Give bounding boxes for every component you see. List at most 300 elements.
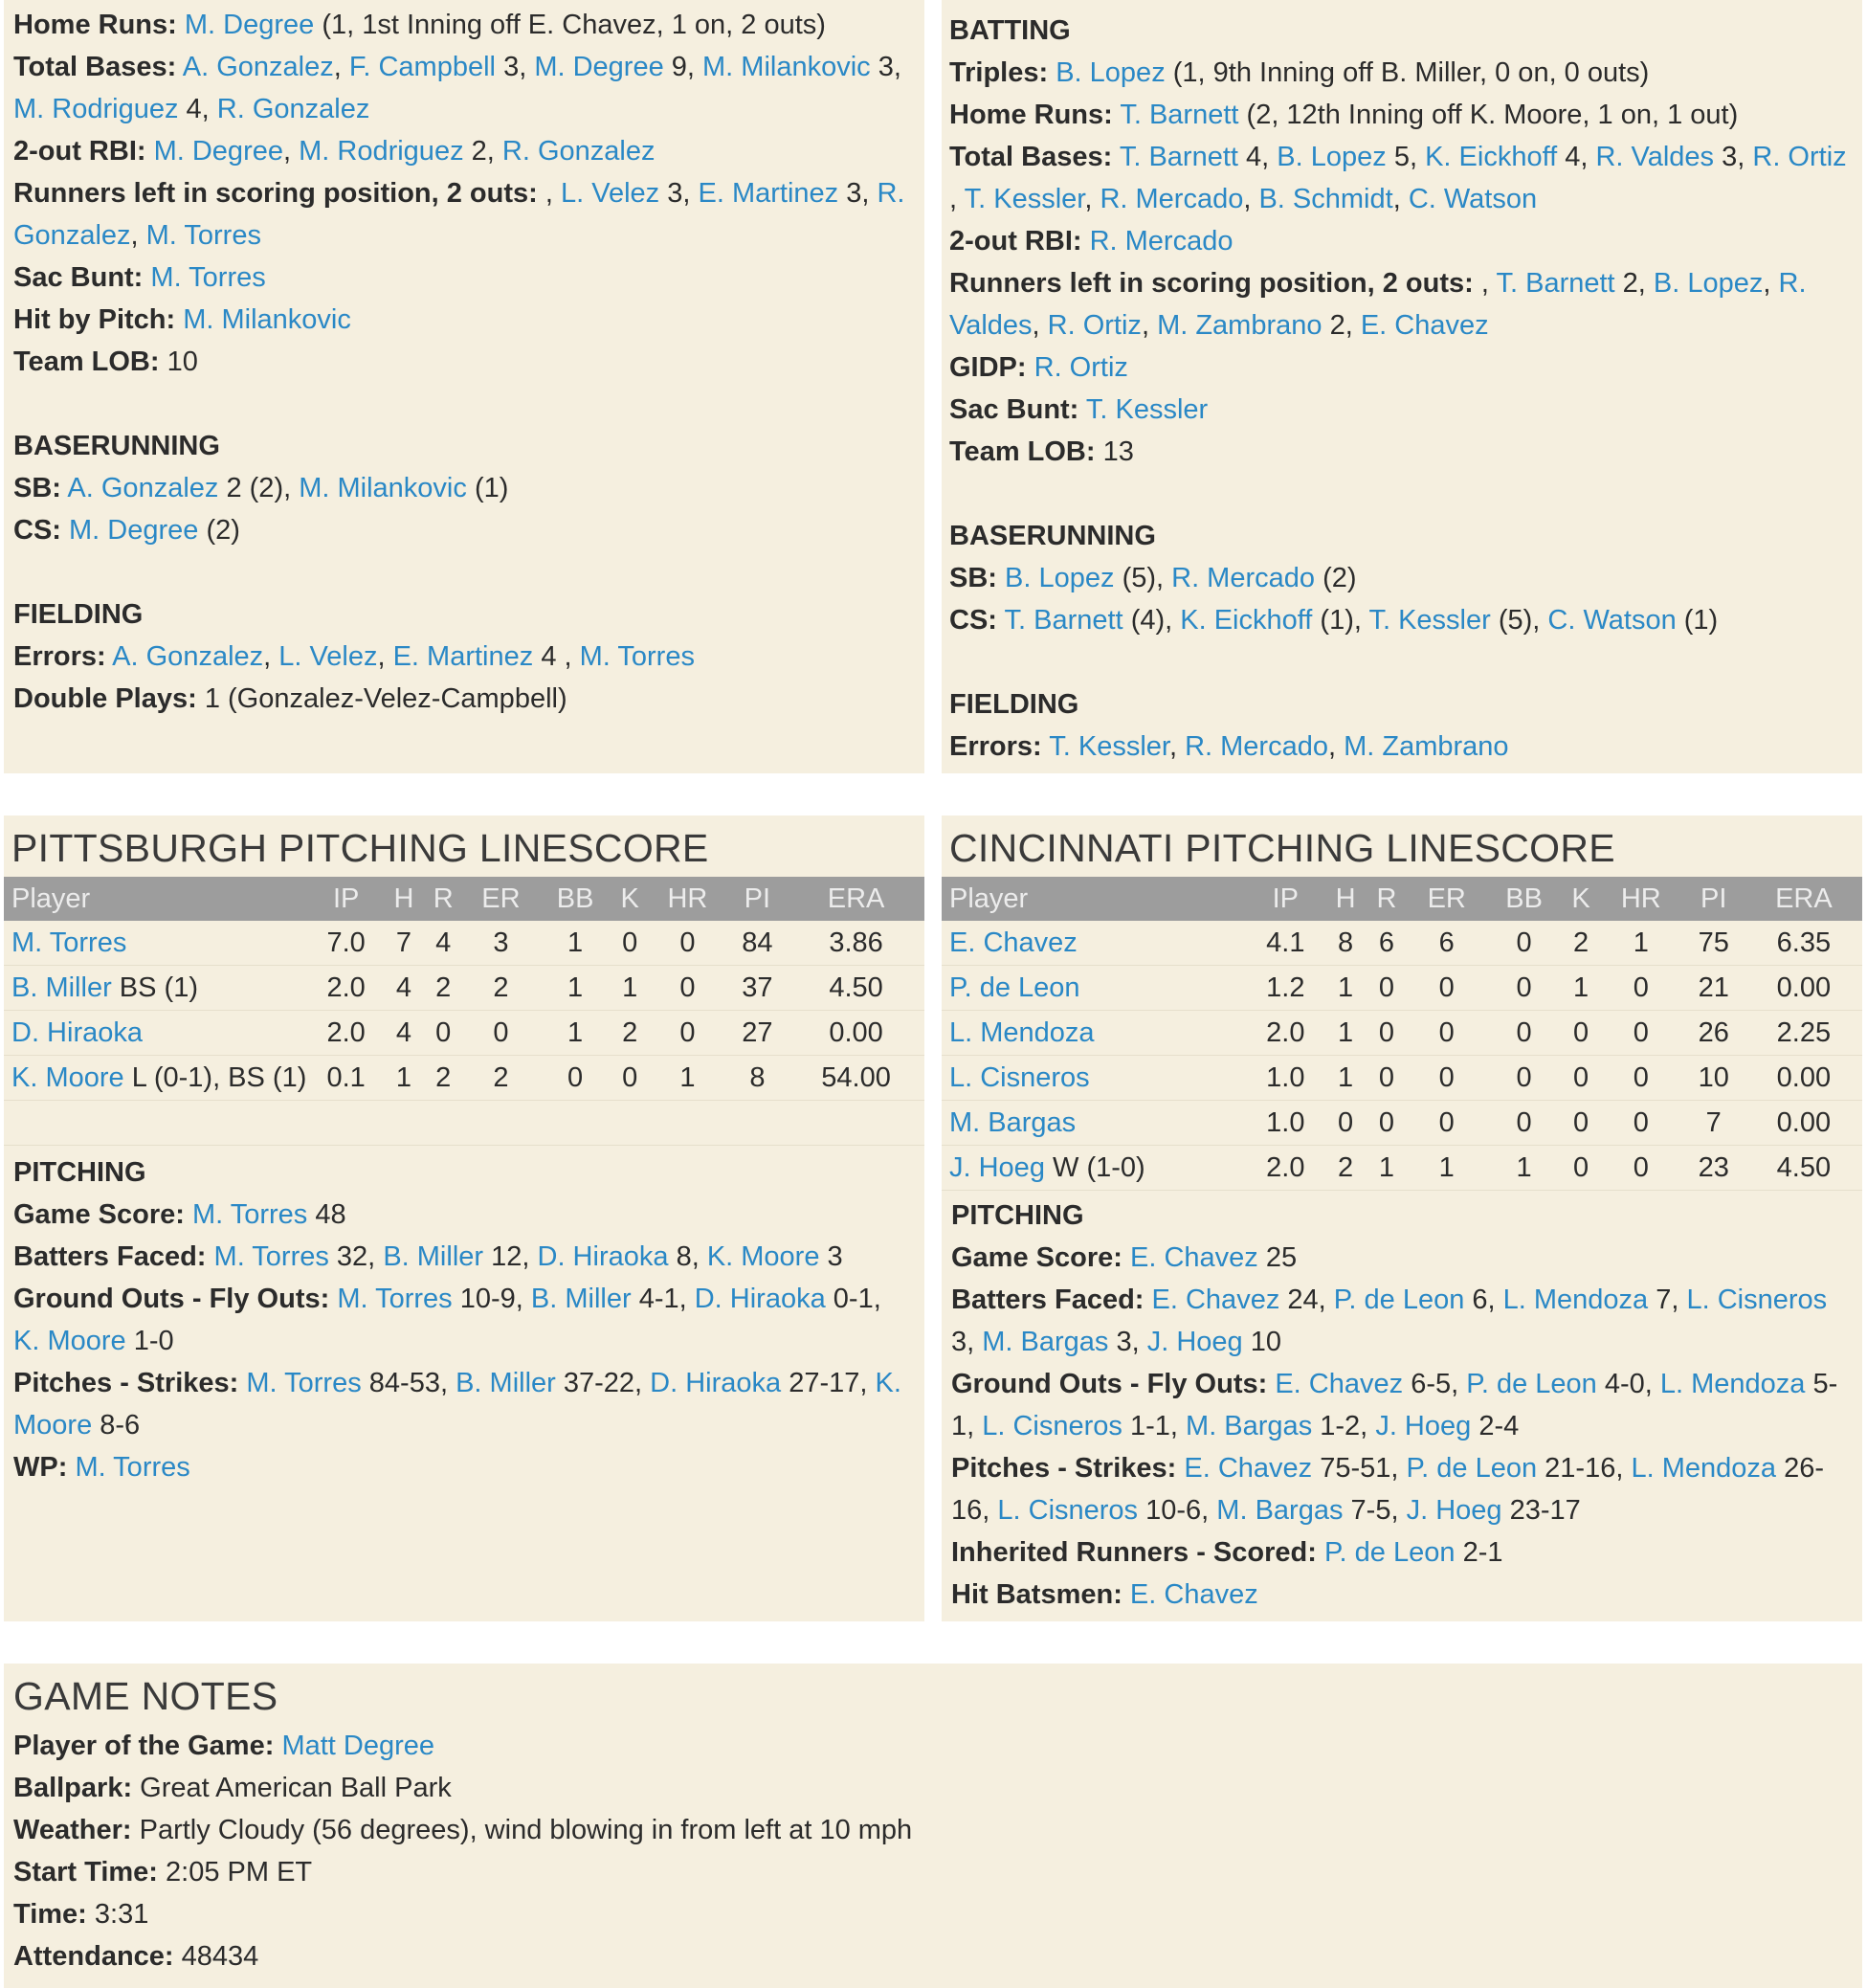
player-cell (942, 966, 1246, 1011)
stat-value: , (1032, 310, 1040, 341)
player-link[interactable]: L. Velez (278, 641, 378, 672)
player-link[interactable]: T. Barnett (1496, 268, 1615, 299)
player-link[interactable]: L. Velez (561, 178, 660, 209)
sac-bunt-line (13, 257, 915, 299)
stat-cell: 1 (539, 921, 611, 966)
player-link[interactable]: B. Miller (530, 1284, 632, 1314)
player-link[interactable]: P. de Leon (949, 972, 1080, 1003)
player-link[interactable]: K. Moore (706, 1241, 820, 1272)
player-of-game-line (13, 1725, 1853, 1767)
stat-value: , (1141, 310, 1149, 341)
player-link[interactable]: K. Eickhoff (1425, 142, 1558, 172)
table-row (4, 1056, 924, 1101)
player-link[interactable]: A. Gonzalez (67, 473, 219, 503)
home-runs-line (949, 94, 1853, 136)
decision-note: BS (1) (119, 972, 198, 1003)
stat-value: , (130, 220, 139, 251)
stat-cell: 75 (1682, 921, 1745, 966)
player-cell (4, 1011, 308, 1056)
stat-cell: 3.86 (788, 921, 924, 966)
stat-label: WP: (13, 1452, 68, 1483)
player-link[interactable]: L. Cisneros (1686, 1284, 1828, 1315)
stat-label: Runners left in scoring position, 2 outs: (949, 268, 1474, 299)
stat-label: Total Bases: (949, 142, 1113, 172)
stat-value: 1 (Gonzalez-Velez-Campbell) (204, 683, 567, 714)
player-link[interactable]: M. Bargas (982, 1327, 1109, 1357)
stat-label: Game Score: (13, 1199, 185, 1230)
player-link[interactable]: L. Mendoza (949, 1016, 1095, 1048)
player-link[interactable]: M. Degree (153, 136, 283, 167)
section-title: CINCINNATI PITCHING LINESCORE (949, 826, 1615, 870)
player-link[interactable]: L. Mendoza (1631, 1453, 1776, 1484)
errors-line (949, 726, 1853, 768)
pitches-strikes-line (951, 1447, 1853, 1531)
player-link[interactable]: M. Degree (69, 515, 199, 546)
stat-value: 10 (1250, 1327, 1282, 1357)
stat-value: , (1480, 268, 1489, 299)
stat-value: 8, (676, 1241, 700, 1272)
player-link[interactable]: M. Bargas (1186, 1411, 1313, 1441)
stat-cell: 0 (1367, 1011, 1408, 1056)
stat-label: GIDP: (949, 352, 1027, 383)
player-link[interactable]: D. Hiraoka (11, 1016, 143, 1048)
stat-value: , (263, 641, 272, 672)
player-link[interactable]: B. Miller (456, 1368, 556, 1398)
player-link[interactable]: E. Chavez (1360, 310, 1489, 341)
pittsburgh-batting-panel (4, 0, 924, 773)
stat-cell: 2.25 (1745, 1011, 1862, 1056)
pitching-notes (4, 1146, 924, 1488)
stat-cell: 0 (1407, 1056, 1486, 1101)
player-link[interactable]: M. Zambrano (1344, 731, 1509, 762)
stat-value: 8-6 (100, 1410, 141, 1441)
stat-label: SB: (13, 473, 61, 503)
stat-cell: 0 (1367, 966, 1408, 1011)
player-link[interactable]: T. Kessler (1085, 394, 1209, 425)
stat-cell: 0 (648, 966, 726, 1011)
player-link[interactable]: M. Torres (579, 641, 695, 672)
weather-line (13, 1809, 1853, 1851)
stat-cell: 1 (384, 1056, 423, 1101)
stat-cell: 0 (1600, 1101, 1682, 1146)
player-link[interactable]: M. Torres (150, 262, 266, 293)
player-link[interactable]: P. de Leon (1333, 1284, 1465, 1315)
stat-cell: 0 (1562, 1056, 1600, 1101)
stat-cell: 2.0 (308, 966, 384, 1011)
stat-label: Start Time: (13, 1857, 158, 1887)
stat-label: Ballpark: (13, 1773, 133, 1803)
stat-value: 84-53, (368, 1368, 449, 1398)
player-link[interactable]: K. Eickhoff (1180, 605, 1313, 636)
stat-cell: 0 (539, 1056, 611, 1101)
player-link[interactable]: R. Mercado (1171, 563, 1316, 593)
player-link[interactable]: R. Gonzalez (216, 94, 370, 124)
stat-value: 37-22, (563, 1368, 643, 1398)
stat-label: Errors: (13, 641, 106, 672)
player-cell (942, 1146, 1246, 1191)
player-link[interactable]: D. Hiraoka (650, 1368, 782, 1398)
stat-cell: 2 (424, 1056, 463, 1101)
stat-cell: 8 (727, 1056, 788, 1101)
stat-cell: 4 (424, 921, 463, 966)
player-link[interactable]: T. Barnett (1004, 605, 1123, 636)
stat-value: (1) (474, 473, 509, 503)
column-header: R (433, 882, 454, 914)
stat-cell: 10 (1682, 1056, 1745, 1101)
stat-value: 5-1, (951, 1369, 1838, 1441)
stat-label: Weather: (13, 1815, 132, 1845)
player-cell (942, 1056, 1246, 1101)
stat-label: CS: (13, 515, 61, 546)
stat-cell: 0 (1407, 1101, 1486, 1146)
stat-value: , (1327, 731, 1337, 762)
stat-cell: 7.0 (308, 921, 384, 966)
stat-label: Time: (13, 1899, 87, 1930)
stat-cell: 1 (1562, 966, 1600, 1011)
player-link[interactable]: J. Hoeg (1406, 1495, 1502, 1526)
stat-value: 48 (315, 1199, 346, 1230)
stat-label: 2-out RBI: (13, 136, 146, 167)
player-link[interactable]: C. Watson (1408, 184, 1538, 214)
cincinnati-batting-panel (942, 0, 1862, 773)
stat-cell: 27 (727, 1011, 788, 1056)
stat-cell: 4 (384, 1011, 423, 1056)
player-link[interactable]: D. Hiraoka (537, 1241, 669, 1272)
empty-cell (4, 1101, 924, 1146)
total-bases-line (949, 136, 1853, 220)
stat-value: 2, (471, 136, 495, 167)
stat-cell: 0 (1600, 966, 1682, 1011)
player-link[interactable]: M. Torres (11, 927, 127, 958)
attendance-line (13, 1935, 1853, 1977)
player-link[interactable]: T. Barnett (1119, 142, 1238, 172)
stat-value: 2 (2), (226, 473, 292, 503)
stat-detail: (2, 12th Inning off K. Moore, 1 on, 1 out) (1246, 100, 1739, 130)
stat-cell: 2 (1325, 1146, 1367, 1191)
column-header: H (1335, 882, 1356, 914)
risp-line (949, 262, 1853, 346)
column-header: PI (1700, 882, 1727, 914)
player-link[interactable]: M. Torres (75, 1452, 190, 1483)
table-row (942, 1056, 1862, 1101)
player-link[interactable]: P. de Leon (1466, 1369, 1597, 1399)
stat-value: 3, (846, 178, 870, 209)
stat-value: , (282, 136, 292, 167)
stat-value: , (545, 178, 553, 209)
player-link[interactable]: B. Lopez (1277, 142, 1387, 172)
stat-value: 48434 (181, 1941, 259, 1972)
player-link[interactable]: C. Watson (1547, 605, 1677, 636)
stat-cell: 0 (1486, 1011, 1562, 1056)
player-link[interactable]: T. Kessler (1049, 731, 1169, 762)
game-score-line (13, 1194, 915, 1236)
stat-cell: 1 (1325, 1011, 1367, 1056)
player-link[interactable]: M. Torres (191, 1199, 308, 1230)
player-link[interactable]: B. Lopez (1056, 57, 1166, 88)
column-header: Player (949, 882, 1029, 914)
player-link[interactable]: J. Hoeg (1146, 1327, 1243, 1357)
player-link[interactable]: J. Hoeg (1375, 1411, 1472, 1441)
stat-cell: 2.0 (308, 1011, 384, 1056)
game-notes-panel (4, 1664, 1862, 1988)
player-link[interactable]: M. Torres (246, 1368, 362, 1398)
start-time-line (13, 1851, 1853, 1893)
pitching-notes (942, 1191, 1862, 1616)
stat-cell: 1.0 (1246, 1056, 1325, 1101)
player-link[interactable]: B. Lopez (1653, 268, 1764, 299)
stat-value: (1), (1320, 605, 1362, 636)
player-link[interactable]: M. Bargas (1216, 1495, 1344, 1526)
player-link[interactable]: R. Valdes (949, 268, 1807, 341)
team-lob-line (13, 341, 915, 383)
player-link[interactable]: K. Moore (13, 1368, 901, 1441)
table-row (942, 1011, 1862, 1056)
player-link[interactable]: L. Cisneros (949, 1061, 1090, 1093)
player-link[interactable]: M. Milankovic (299, 473, 467, 503)
stat-value: 7-5, (1350, 1495, 1399, 1526)
stat-label: Ground Outs - Fly Outs: (951, 1369, 1268, 1399)
player-link[interactable]: R. Ortiz (1752, 142, 1847, 172)
stat-cell: 6 (1367, 921, 1408, 966)
stat-value: 27-17, (789, 1368, 868, 1398)
player-link[interactable]: E. Chavez (1129, 1579, 1258, 1610)
stat-cell: 0 (1600, 1056, 1682, 1101)
player-link[interactable]: R. Mercado (1100, 184, 1244, 214)
stat-cell: 21 (1682, 966, 1745, 1011)
stat-label: Hit by Pitch: (13, 304, 176, 335)
player-link[interactable]: B. Lopez (1005, 563, 1115, 593)
stat-cell: 0 (1562, 1146, 1600, 1191)
stat-detail: (1, 1st Inning off E. Chavez, 1 on, 2 outs) (322, 10, 826, 40)
column-header: K (1571, 882, 1590, 914)
two-out-rbi-line (949, 220, 1853, 262)
stat-cell: 2.0 (1246, 1011, 1325, 1056)
table-row (4, 921, 924, 966)
player-link[interactable]: T. Kessler (964, 184, 1085, 214)
player-link[interactable]: A. Gonzalez (182, 52, 334, 82)
column-header: IP (332, 882, 360, 914)
player-link[interactable]: L. Mendoza (1502, 1284, 1649, 1315)
player-link[interactable]: E. Chavez (949, 927, 1078, 958)
pittsburgh-pitching-panel (4, 815, 924, 1621)
stat-cell: 1 (1325, 966, 1367, 1011)
stat-cell: 0 (1600, 1011, 1682, 1056)
player-link[interactable]: M. Degree (184, 10, 315, 40)
stat-value: 4-0, (1604, 1369, 1653, 1399)
stat-cell: 0 (1486, 1056, 1562, 1101)
stat-value: 1-2, (1320, 1411, 1368, 1441)
player-link[interactable]: M. Zambrano (1157, 310, 1322, 341)
player-link[interactable]: E. Chavez (1129, 1242, 1258, 1273)
triples-line (949, 52, 1853, 94)
stat-value: 26-16, (951, 1453, 1824, 1526)
stat-cell: 4.50 (1745, 1146, 1862, 1191)
stat-value: (4), (1130, 605, 1173, 636)
stat-value: 4, (1565, 142, 1589, 172)
player-link[interactable]: Matt Degree (281, 1731, 435, 1761)
batters-faced-line (951, 1279, 1853, 1363)
stat-cell: 0 (1562, 1011, 1600, 1056)
stat-value: 3, (503, 52, 527, 82)
stat-value: 3, (667, 178, 691, 209)
decision-note: L (0-1), BS (1) (131, 1061, 307, 1093)
stat-label: Team LOB: (949, 436, 1096, 467)
player-link[interactable]: F. Campbell (348, 52, 496, 82)
stat-label: Hit Batsmen: (951, 1579, 1122, 1610)
stat-value: 2, (1622, 268, 1646, 299)
stat-value: 2-1 (1462, 1537, 1503, 1568)
stat-cell: 1 (539, 966, 611, 1011)
stat-cell: 0.1 (308, 1056, 384, 1101)
player-link[interactable]: J. Hoeg (949, 1151, 1045, 1183)
batting-heading: BATTING (949, 15, 1071, 46)
player-link[interactable]: M. Bargas (949, 1106, 1077, 1138)
table-header-row (942, 877, 1862, 921)
stat-label: Runners left in scoring position, 2 outs: (13, 178, 538, 209)
column-header: HR (667, 882, 708, 914)
stat-cell: 0 (1486, 1101, 1562, 1146)
table-row (4, 966, 924, 1011)
column-header: ERA (1775, 882, 1833, 914)
stat-value: 24, (1287, 1284, 1326, 1315)
stat-cell: 2 (463, 1056, 539, 1101)
stat-cell: 1 (1600, 921, 1682, 966)
stat-cell: 0.00 (1745, 1056, 1862, 1101)
player-link[interactable]: P. de Leon (1323, 1537, 1456, 1568)
stat-value: 21-16, (1545, 1453, 1624, 1484)
table-row (942, 921, 1862, 966)
player-link[interactable]: L. Cisneros (982, 1411, 1122, 1441)
player-link[interactable]: M. Rodriguez (13, 94, 179, 124)
player-link[interactable]: L. Mendoza (1659, 1369, 1806, 1399)
player-link[interactable]: K. Moore (13, 1326, 126, 1356)
player-link[interactable]: E. Chavez (1151, 1284, 1280, 1315)
stat-cell: 37 (727, 966, 788, 1011)
stat-value: 25 (1265, 1242, 1298, 1273)
stat-value: 6, (1472, 1284, 1496, 1315)
player-link[interactable]: P. de Leon (1406, 1453, 1538, 1484)
stat-value: 3 (827, 1241, 843, 1272)
player-link[interactable]: E. Martinez (698, 178, 839, 209)
stat-label: Sac Bunt: (13, 262, 144, 293)
column-header: H (393, 882, 414, 914)
player-link[interactable]: B. Miller (383, 1241, 484, 1272)
player-cell (942, 1101, 1246, 1146)
stat-cell: 7 (1682, 1101, 1745, 1146)
stat-cell: 4 (384, 966, 423, 1011)
player-link[interactable]: M. Degree (534, 52, 664, 82)
stat-cell: 6 (1407, 921, 1486, 966)
column-header: IP (1272, 882, 1299, 914)
column-header: ER (1427, 882, 1466, 914)
player-link[interactable]: R. Ortiz (1034, 352, 1128, 383)
table-row (4, 1011, 924, 1056)
player-link[interactable]: E. Martinez (392, 641, 534, 672)
player-link[interactable]: R. Mercado (1089, 226, 1234, 257)
stat-value: 4-1, (638, 1284, 687, 1314)
stat-cell: 4.50 (788, 966, 924, 1011)
stat-cell: 0 (1486, 921, 1562, 966)
double-plays-line (13, 678, 915, 720)
player-link[interactable]: B. Miller (11, 972, 112, 1003)
player-link[interactable]: T. Kessler (1368, 605, 1491, 636)
player-link[interactable]: M. Torres (337, 1284, 453, 1314)
stat-value: 10-9, (459, 1284, 523, 1314)
caught-stealing-line (13, 509, 915, 551)
player-link[interactable]: B. Schmidt (1258, 184, 1393, 214)
player-link[interactable]: D. Hiraoka (694, 1284, 826, 1314)
stat-cell: 0 (1486, 966, 1562, 1011)
ground-outs-fly-outs-line (13, 1278, 915, 1362)
stat-cell: 23 (1682, 1146, 1745, 1191)
stat-cell: 0.00 (788, 1011, 924, 1056)
player-link[interactable]: R. Gonzalez (13, 178, 905, 251)
stat-label: SB: (949, 563, 997, 593)
stat-value: 4, (186, 94, 210, 124)
stat-value: , (1392, 184, 1401, 214)
game-time-line (13, 1893, 1853, 1935)
stat-value: 3, (878, 52, 901, 82)
stat-label: Home Runs: (949, 100, 1113, 130)
home-runs-line (13, 4, 915, 46)
stat-cell: 2 (424, 966, 463, 1011)
player-link[interactable]: R. Mercado (1185, 731, 1328, 762)
player-cell (4, 921, 308, 966)
stat-cell: 0 (648, 1011, 726, 1056)
fielding-heading: FIELDING (13, 599, 144, 630)
player-cell (942, 1011, 1246, 1056)
stat-label: Errors: (949, 731, 1042, 762)
player-link[interactable]: R. Valdes (1595, 142, 1715, 172)
player-link[interactable]: R. Gonzalez (501, 136, 656, 167)
player-link[interactable]: M. Torres (145, 220, 261, 251)
player-link[interactable]: M. Milankovic (183, 304, 351, 335)
column-header: Player (11, 882, 91, 914)
player-link[interactable]: L. Cisneros (997, 1495, 1139, 1526)
stat-value: 6-5, (1411, 1369, 1459, 1399)
stat-label: Total Bases: (13, 52, 177, 82)
stat-label: Triples: (949, 57, 1049, 88)
player-link[interactable]: M. Milankovic (702, 52, 871, 82)
stat-value: 32, (336, 1241, 376, 1272)
stat-cell: 1 (1325, 1056, 1367, 1101)
stat-value: , (1084, 184, 1093, 214)
player-link[interactable]: K. Moore (11, 1061, 124, 1093)
stat-value: 2:05 PM ET (166, 1857, 313, 1887)
stat-label: Pitches - Strikes: (951, 1453, 1177, 1484)
player-link[interactable]: R. Ortiz (1047, 310, 1142, 341)
stat-cell: 1 (1367, 1146, 1408, 1191)
stat-label: Team LOB: (13, 346, 160, 377)
stat-label: Game Score: (951, 1242, 1122, 1273)
stat-cell: 0.00 (1745, 1101, 1862, 1146)
stat-cell: 0 (611, 1056, 648, 1101)
player-link[interactable]: E. Chavez (1275, 1369, 1404, 1399)
player-link[interactable]: A. Gonzalez (112, 641, 264, 672)
player-link[interactable]: M. Torres (213, 1241, 329, 1272)
player-link[interactable]: M. Rodriguez (299, 136, 464, 167)
inherited-runners-line (951, 1531, 1853, 1574)
table-header-row (4, 877, 924, 921)
player-link[interactable]: E. Chavez (1184, 1453, 1313, 1484)
stat-label: Inherited Runners - Scored: (951, 1537, 1317, 1568)
table-row (942, 966, 1862, 1011)
player-link[interactable]: T. Barnett (1120, 100, 1239, 130)
stat-value: (5), (1122, 563, 1165, 593)
stat-cell: 0 (648, 921, 726, 966)
stat-value: 3, (1116, 1327, 1140, 1357)
stat-cell: 3 (463, 921, 539, 966)
